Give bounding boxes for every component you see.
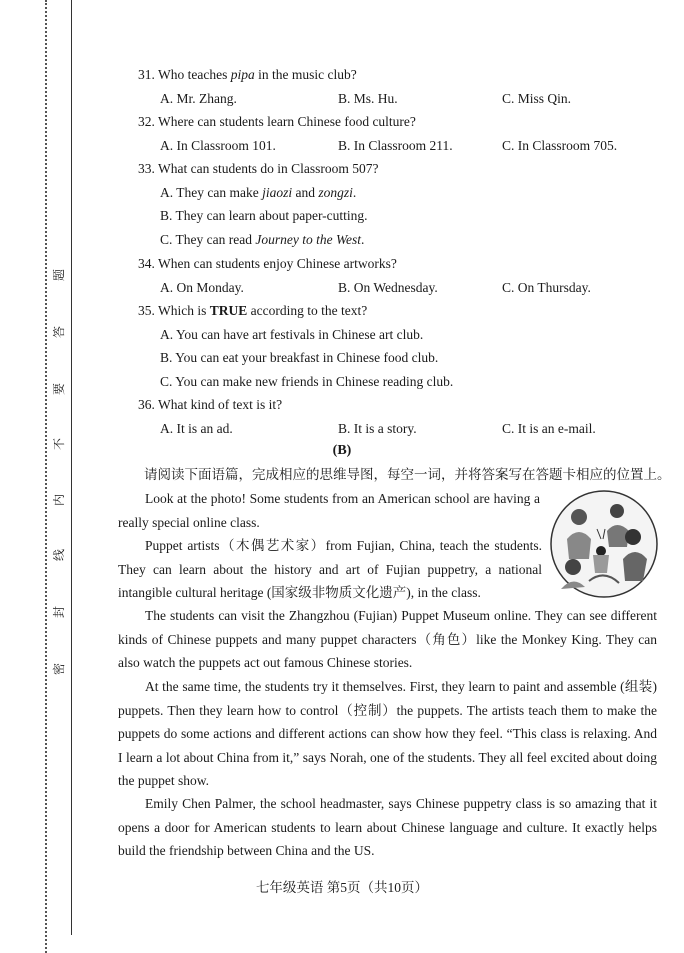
q32-option-a: A. In Classroom 101. (160, 138, 276, 153)
q34-option-a: A. On Monday. (160, 280, 244, 295)
q33-option-a: A. They can make jiaozi and zongzi. (160, 185, 357, 200)
puppet-class-photo (549, 489, 659, 599)
q35-option-c: C. You can make new friends in Chinese reading club. (160, 374, 454, 389)
q35-option-b: B. You can eat your breakfast in Chinese food club. (160, 350, 439, 365)
question-35: 35. Which is TRUE according to the text? (138, 303, 368, 318)
question-34: 34. When can students enjoy Chinese artworks? (138, 256, 397, 271)
question-36: 36. What kind of text is it? (138, 397, 283, 412)
binding-solid-line (71, 0, 72, 935)
q36-option-b: B. It is a story. (338, 421, 417, 436)
binding-margin-char: 封 (52, 606, 66, 619)
binding-dotted-line (45, 0, 47, 953)
q34-option-c: C. On Thursday. (502, 280, 591, 295)
question-33: 33. What can students do in Classroom 507? (138, 161, 379, 176)
passage-paragraph-2: Puppet artists（木偶艺术家）from Fujian, China, teach the students. They can learn about the history and art of Fujian puppetry, a national intangible cultural heritage (国家级非物质文化遗产), in the class. (118, 538, 542, 600)
binding-margin-char: 题 (52, 269, 66, 282)
section-b-heading: (B) (332, 443, 352, 458)
passage-paragraph-4: At the same time, the students try it themselves. First, they learn to paint and assemble (组装) puppets. Then they learn how to control（控制）the puppets. The artists teach them to make the puppets do some actions and different actions can show how they feel. “This class is relaxing. And I learn a lot about China from it,” says Norah, one of the students. They all feel excited about doing the puppet show. (118, 679, 657, 788)
passage-paragraph-1: Look at the photo! Some students from an American school are having a really special online class. (118, 491, 540, 530)
q34-option-b: B. On Wednesday. (338, 280, 438, 295)
q33-option-b: B. They can learn about paper-cutting. (160, 208, 368, 223)
q32-option-b: B. In Classroom 211. (338, 138, 453, 153)
question-31: 31. Who teaches pipa in the music club? (138, 67, 357, 82)
q36-option-c: C. It is an e-mail. (502, 421, 596, 436)
binding-margin-char: 答 (52, 326, 66, 339)
q31-option-c: C. Miss Qin. (502, 91, 572, 106)
section-b-instruction: 请阅读下面语篇，完成相应的思维导图，每空一词，并将答案写在答题卡相应的位置上。 (144, 467, 671, 482)
binding-margin-char: 内 (52, 494, 66, 507)
q31-option-b: B. Ms. Hu. (338, 91, 398, 106)
q33-option-c: C. They can read Journey to the West. (160, 232, 365, 247)
q35-option-a: A. You can have art festivals in Chinese art club. (160, 327, 424, 342)
page-footer: 七年级英语 第5页（共10页） (255, 880, 429, 895)
binding-margin-char: 不 (52, 438, 66, 451)
q36-option-a: A. It is an ad. (160, 421, 233, 436)
binding-margin-char: 密 (52, 663, 66, 676)
question-32: 32. Where can students learn Chinese food culture? (138, 114, 416, 129)
q32-option-c: C. In Classroom 705. (502, 138, 618, 153)
binding-margin-char: 线 (52, 549, 66, 562)
q31-option-a: A. Mr. Zhang. (160, 91, 237, 106)
passage-paragraph-3: The students can visit the Zhangzhou (Fujian) Puppet Museum online. They can see different kinds of Chinese puppets and many puppet characters（角色）like the Monkey King. They can also watch the puppets act out famous Chinese stories. (118, 608, 657, 670)
passage-paragraph-5: Emily Chen Palmer, the school headmaster, says Chinese puppetry class is so amazing that it opens a door for American students to learn about Chinese language and culture. It exactly helps build the friendship between China and the US. (118, 796, 657, 858)
binding-margin-char: 要 (52, 383, 66, 396)
